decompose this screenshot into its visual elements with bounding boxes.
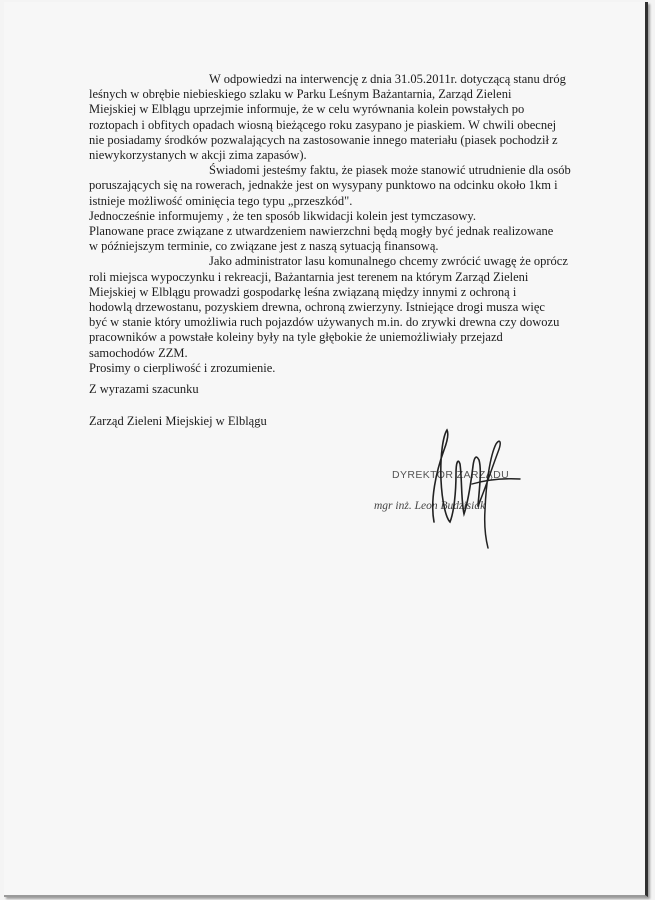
letter-paragraph xyxy=(89,72,589,163)
letter-paragraph xyxy=(89,361,589,376)
paragraph-line: samochodów ZZM. xyxy=(89,345,188,360)
paragraph-line: nie posiadamy środków pozwalających na zastosowanie innego materiału (piasek pochodził z xyxy=(89,132,558,147)
paragraph-line: Prosimy o cierpliwość i zrozumienie. xyxy=(89,360,276,375)
paragraph-line: być w stanie który umożliwia ruch pojazdów używanych m.in. do zrywki drewna czy dowozu xyxy=(89,315,560,330)
paragraph-line: roli miejsca wypoczynku i rekreacji, Bażantarnia jest terenem na którym Zarząd Zieleni xyxy=(89,269,529,284)
paragraph-line: Jednocześnie informujemy , że ten sposób likwidacji kolein jest tymczasowy. xyxy=(89,208,476,223)
paragraph-line: niewykorzystanych w akcji zima zapasów). xyxy=(89,148,307,163)
paragraph-line: Świadomi jesteśmy faktu, że piasek może stanowić utrudnienie dla osób xyxy=(209,163,571,178)
letter-paragraph xyxy=(89,254,589,360)
paragraph-line: Planowane prace związane z utwardzeniem nawierzchni będą mogły być jednak realizowane xyxy=(89,224,554,239)
paragraph-line: W odpowiedzi na interwencję z dnia 31.05.2011r. dotyczącą stanu dróg xyxy=(209,72,566,86)
letter-paragraph xyxy=(89,209,589,255)
paragraph-line: Miejskiej w Elblągu uprzejmie informuje, że w celu wyrównania kolein powstałych po xyxy=(89,102,525,117)
stamp-name: mgr inż. Leon Budzisiak xyxy=(374,500,486,512)
organization-name: Zarząd Zieleni Miejskiej w Elblągu xyxy=(89,414,267,428)
paragraph-line: istnieje możliwość ominięcia tego typu „przeszkód". xyxy=(89,193,353,208)
paragraph-line: hodowlą drzewostanu, pozyskiem drewna, ochroną zwierzyny. Istniejące drogi musza więc xyxy=(89,300,545,315)
paragraph-line: pracowników a powstałe koleiny były na tyle głębokie że uniemożliwiały przejazd xyxy=(89,330,503,345)
paragraph-line: w późniejszym terminie, co związane jest z naszą sytuacją finansową. xyxy=(89,239,439,254)
letter-paragraph xyxy=(89,163,589,209)
closing-line: Z wyrazami szacunku xyxy=(89,382,199,396)
letter-page xyxy=(4,2,648,897)
paragraph-line: leśnych w obrębie niebieskiego szlaku w Parku Leśnym Bażantarnia, Zarząd Zieleni xyxy=(89,87,512,102)
stamp-title: DYREKTOR ZARZĄDU xyxy=(392,469,510,481)
handwritten-signature xyxy=(416,422,526,552)
paragraph-line: poruszających się na rowerach, jednakże jest on wysypany punktowo na odcinku około 1km i xyxy=(89,178,558,193)
paragraph-line: roztopach i obfitych opadach wiosną bieżącego roku zasypano je piaskiem. W chwili obecnej xyxy=(89,117,557,132)
paragraph-line: Miejskiej w Elblągu prowadzi gospodarkę leśna związaną między innymi z ochroną i xyxy=(89,284,517,299)
paragraph-line: Jako administrator lasu komunalnego chcemy zwrócić uwagę że oprócz xyxy=(209,254,568,269)
letter-body xyxy=(89,72,589,376)
